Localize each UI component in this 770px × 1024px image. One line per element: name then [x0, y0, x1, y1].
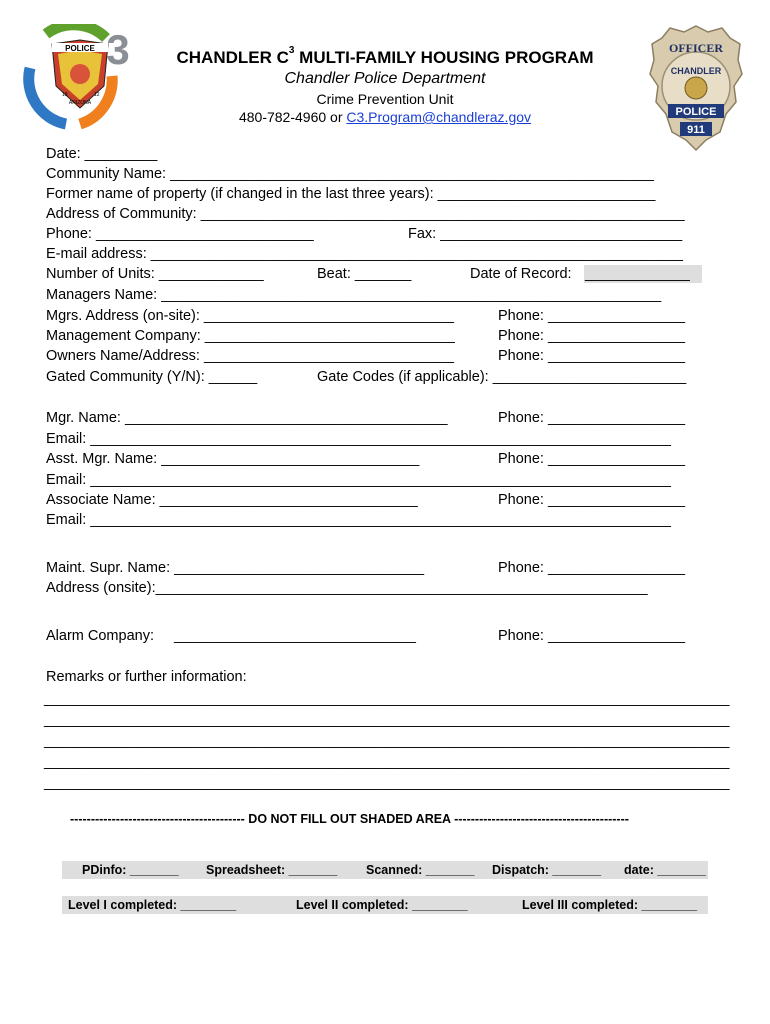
management-company-field[interactable]: Management Company: _______________________________	[46, 328, 455, 344]
former-name-field[interactable]: Former name of property (if changed in the last three years): ___________________________	[46, 186, 656, 202]
mgr-name-field[interactable]: Mgr. Name: ________________________________________	[46, 410, 448, 426]
units-field[interactable]: Number of Units: _____________	[46, 266, 264, 282]
associate-name-field[interactable]: Associate Name: ________________________________	[46, 492, 418, 508]
email-field[interactable]: E-mail address: __________________________________________________________________	[46, 246, 683, 262]
date-field[interactable]: Date: _________	[46, 146, 158, 162]
remarks-line[interactable]: _____________________________________________________________________________________	[44, 691, 730, 707]
level2-field: Level II completed: ________	[296, 898, 468, 912]
mgr-email-field[interactable]: Email: ________________________________________________________________________	[46, 431, 671, 447]
remarks-line[interactable]: _____________________________________________________________________________________	[44, 754, 730, 770]
asst-mgr-name-field[interactable]: Asst. Mgr. Name: ________________________________	[46, 451, 420, 467]
associate-phone-field[interactable]: Phone: _________________	[498, 492, 686, 508]
pdinfo-field: PDinfo: _______	[82, 863, 179, 877]
page-title: CHANDLER $C^3$ MULTI-FAMILY HOUSING PROGRAM	[176, 45, 594, 67]
mgmt-phone-field[interactable]: Phone: _________________	[498, 328, 686, 344]
spreadsheet-field: Spreadsheet: _______	[206, 863, 338, 877]
gated-field[interactable]: Gated Community (Y/N): ______	[46, 369, 258, 385]
address-community-field[interactable]: Address of Community: ____________________________________________________________	[46, 206, 685, 222]
alarm-company-label: Alarm Company:	[46, 628, 154, 644]
police-badge-icon	[648, 24, 744, 154]
phone-field[interactable]: Phone: ___________________________	[46, 226, 314, 242]
svg-text:POLICE: POLICE	[675, 106, 717, 118]
contact-line: 480-782-4960 or C3.Program@chandleraz.gov	[238, 109, 532, 125]
email-link[interactable]: C3.Program@chandleraz.gov	[346, 109, 532, 125]
svg-text:3: 3	[106, 26, 130, 73]
maint-phone-field[interactable]: Phone: _________________	[498, 560, 686, 576]
dispatch-field: Dispatch: _______	[492, 863, 602, 877]
shaded-area-divider: ------------------------------------------ DO NOT FILL OUT SHADED AREA ------------------------------------------	[70, 812, 629, 826]
level3-field: Level III completed: ________	[522, 898, 698, 912]
mgrs-address-field[interactable]: Mgrs. Address (on-site): _______________________________	[46, 308, 454, 324]
remarks-line[interactable]: _____________________________________________________________________________________	[44, 712, 730, 728]
fax-field[interactable]: Fax: ______________________________	[408, 226, 683, 242]
alarm-company-field[interactable]: ______________________________	[174, 628, 416, 644]
svg-text:19: 19	[62, 92, 68, 98]
mgr-phone-field[interactable]: Phone: _________________	[498, 410, 686, 426]
maint-name-field[interactable]: Maint. Supr. Name: _______________________________	[46, 560, 425, 576]
svg-text:911: 911	[687, 124, 705, 136]
office-date-field: date: _______	[624, 863, 707, 877]
beat-field[interactable]: Beat: _______	[317, 266, 412, 282]
unit-name: Crime Prevention Unit	[316, 91, 454, 107]
alarm-phone-field[interactable]: Phone: _________________	[498, 628, 686, 644]
svg-text:CHANDLER: CHANDLER	[670, 66, 722, 76]
svg-text:OFFICER: OFFICER	[669, 41, 723, 55]
managers-name-field[interactable]: Managers Name: ______________________________________________________________	[46, 287, 662, 303]
asst-mgr-email-field[interactable]: Email: ________________________________________________________________________	[46, 472, 671, 488]
level1-field: Level I completed: ________	[68, 898, 237, 912]
gate-codes-field[interactable]: Gate Codes (if applicable): ________________________	[317, 369, 687, 385]
remarks-line[interactable]: _____________________________________________________________________________________	[44, 775, 730, 791]
owners-field[interactable]: Owners Name/Address: _______________________________	[46, 348, 454, 364]
asst-mgr-phone-field[interactable]: Phone: _________________	[498, 451, 686, 467]
maint-address-field[interactable]: Address (onsite):_____________________________________________________________	[46, 580, 648, 596]
date-record-field[interactable]: _____________	[585, 266, 690, 282]
scanned-field: Scanned: _______	[366, 863, 475, 877]
remarks-label: Remarks or further information:	[46, 669, 247, 685]
owners-phone-field[interactable]: Phone: _________________	[498, 348, 686, 364]
mgrs-phone-field[interactable]: Phone: _________________	[498, 308, 686, 324]
date-record-label: Date of Record:	[470, 266, 572, 282]
svg-text:POLICE: POLICE	[65, 44, 95, 53]
svg-text:12: 12	[94, 92, 100, 98]
department-name: Chandler Police Department	[284, 70, 486, 87]
svg-text:ARIZONA: ARIZONA	[68, 100, 92, 106]
remarks-line[interactable]: _____________________________________________________________________________________	[44, 733, 730, 749]
associate-email-field[interactable]: Email: ________________________________________________________________________	[46, 512, 671, 528]
community-name-field[interactable]: Community Name: ____________________________________________________________	[46, 166, 654, 182]
